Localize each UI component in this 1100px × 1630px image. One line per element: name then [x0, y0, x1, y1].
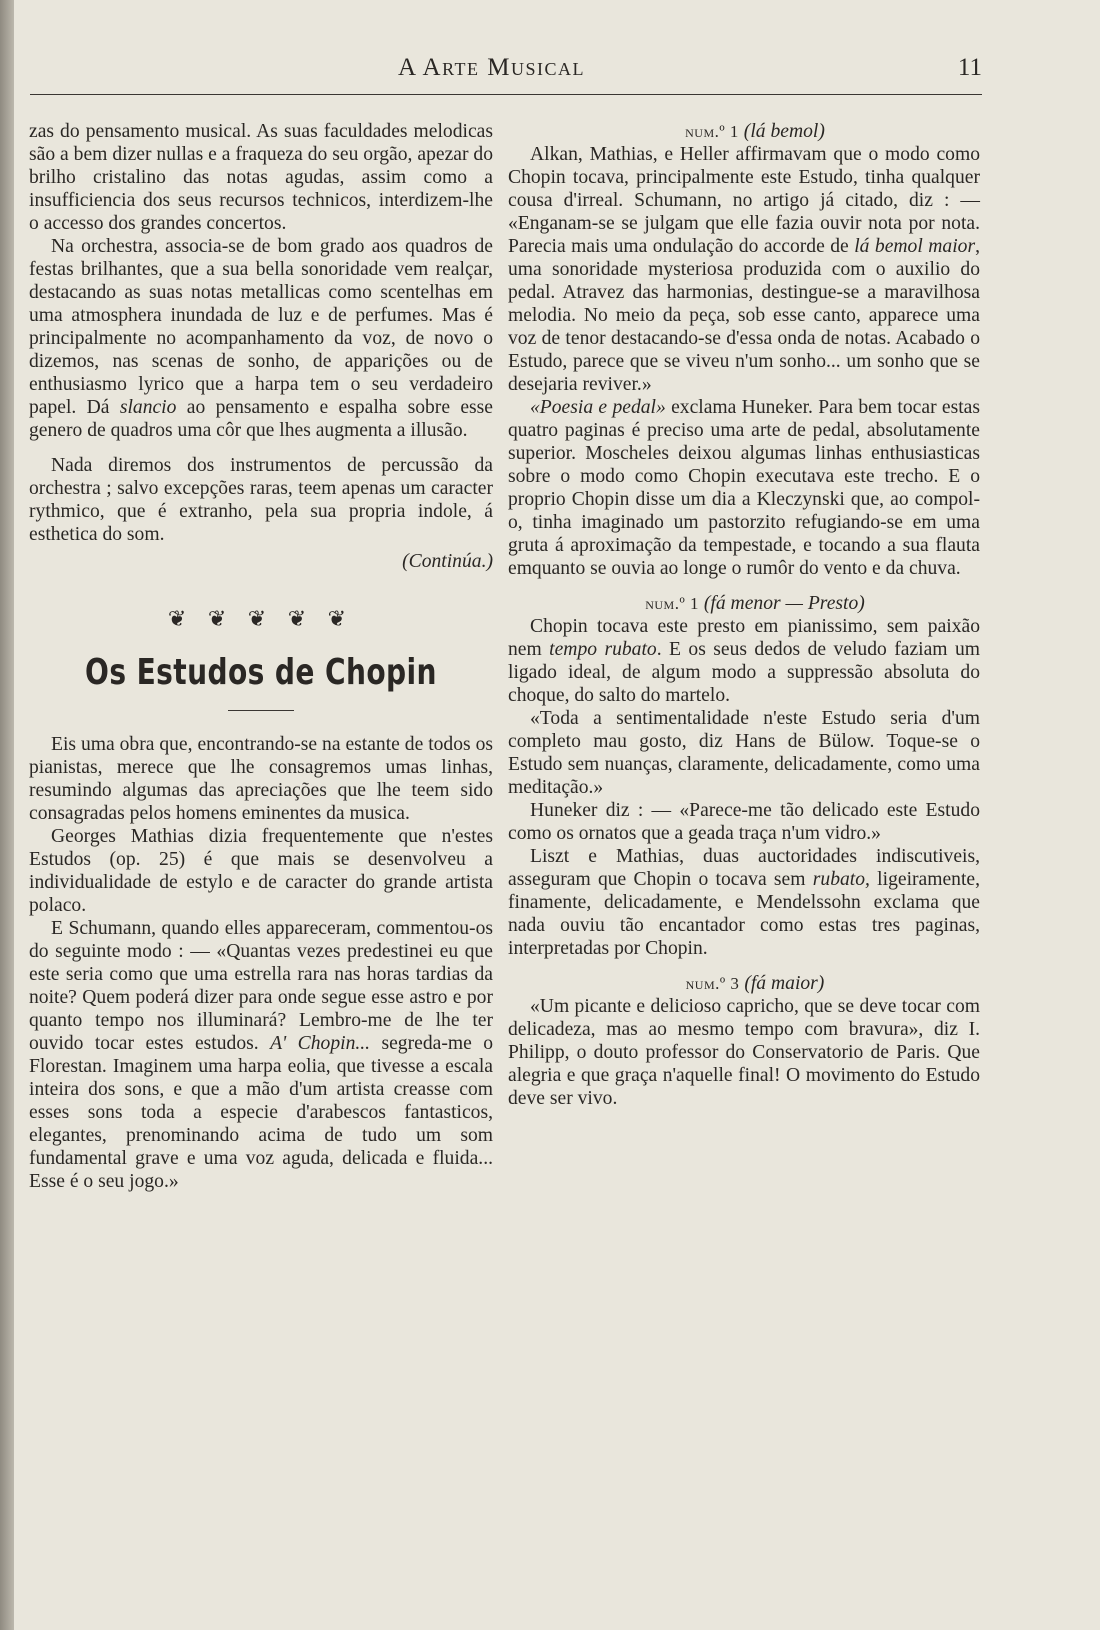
paragraph: Chopin tocava este presto em pianissimo, sem paixão nem tempo rubato. E os seus dedos de veludo faziam um ligado ideal, de algum modo a suppressão absoluta do choque, do salto do martelo. [508, 616, 980, 706]
study-heading: num.º 1 (lá bemol) [685, 121, 825, 142]
paragraph: Na orchestra, associa-se de bom grado aos quadros de festas brilhantes, que a sua bella sonoridade vem realçar, destacando as suas notas metallicas como scentelhas em uma atmosphera inundada de luz e de perfumes. Mas é principalmente no acompanhamento da voz, de novo o dizemos, nas scenas de sonho, de apparições ou de enthusiasmo lyrico que a harpa tem o seu verdadeiro papel. Dá slancio ao pensamento e espalha sobre esse genero de quadros uma côr que lhes augmenta a illusão. [29, 236, 493, 441]
article-title: Os Estudos de Chopin [85, 652, 437, 693]
paragraph: «Toda a sentimentalidade n'este Estudo seria d'um completo mau gosto, diz Hans de Bülow. Toque-se o Estudo sem nuanças, claramente, delicadamente, como uma meditação.» [508, 708, 980, 798]
section-ornament-row: ❦ ❦ ❦ ❦ ❦ [167, 606, 355, 631]
paragraph: «Um picante e delicioso capricho, que se deve tocar com delicadeza, mas ao mesmo tempo com bravura», diz I. Philipp, o douto professor do Conservatorio de Paris. Que alegria e que graça n'aquelle final! O movimento do Estudo deve ser vivo. [508, 996, 980, 1109]
paragraph: Liszt e Mathias, duas auctoridades indiscutiveis, asseguram que Chopin o tocava sem rubato, ligeiramente, finamente, delicadamente, e Mendelssohn exclama que nada ouviu tão encantador como estas tres paginas, interpretadas por Chopin. [508, 846, 981, 959]
study-heading: num.º 1 (fá menor — Presto) [645, 593, 865, 614]
title-rule [228, 710, 294, 711]
page-binding-shadow [0, 0, 14, 1630]
study-heading: num.º 3 (fá maior) [685, 973, 825, 994]
italic-term: «Poesia e pedal» [530, 397, 666, 418]
paragraph: «Poesia e pedal» exclama Huneker. Para bem tocar estas quatro paginas é preciso uma arte de pedal, absolutamente superior. Moscheles deixou algumas linhas enthusiasticas sobre o modo como Chopin executava este trecho. E o proprio Chopin disse um dia a Kleczynski que, ao compol-o, tinha imaginado um pastorzito refugiando-se em uma gruta á aproximação da tempestade, e tocando a sua flauta emquanto se ouvia ao longe o rumôr do vento e da chuva. [508, 397, 980, 579]
paragraph: zas do pensamento musical. As suas faculdades melodicas são a bem dizer nullas e a fraqueza do seu orgão, apezar do brilho cristalino das notas agudas, assim como a insufficiencia dos seus recursos technicos, interdizem-lhe o accesso dos grandes concertos. [29, 121, 493, 234]
paragraph: Nada diremos dos instrumentos de percussão da orchestra ; salvo excepções raras, teem apenas um caracter rythmico, que é extranho, pela sua propria indole, á esthetica do som. [29, 455, 493, 545]
paragraph: Alkan, Mathias, e Heller affirmavam que o modo como Chopin tocava, principalmente este Estudo, tinha qualquer cousa d'irreal. Schumann, no artigo já citado, diz : — «Enganam-se se julgam que elle fazia ouvir nota por nota. Parecia mais uma ondulação do accorde de lá bemol maior, uma sonoridade mysteriosa produzida com o auxilio do pedal. Atravez das harmonias, destingue-se a maravilhosa melodia. No meio da peça, sob esse canto, apparece uma voz de tenor destacando-se d'essa onda de notas. Acabado o Estudo, parece que se viveu n'um sonho... um sonho que se desejaria reviver.» [508, 144, 980, 395]
paragraph: E Schumann, quando elles appareceram, commentou-os do seguinte modo : — «Quantas vezes predestinei eu que este seria como que uma estrella rara nas horas tardias da noite? Quem poderá dizer para onde segue esse astro e por quanto tempo nos illuminará? Lembro-me de lhe ter ouvido tocar estes estudos. A' Chopin... segreda-me o Florestan. Imaginem uma harpa eolia, que tivesse a escala inteira dos sons, e que a mão d'um artista creasse com esses sons toda a especie d'arabescos fantasticos, elegantes, prenominando acima de tudo um som fundamental grave e uma voz aguda, delicada e fluida... Esse é o seu jogo.» [29, 918, 494, 1192]
running-title: A Arte Musical [398, 54, 585, 81]
italic-term: rubato, [812, 869, 870, 890]
italic-term: slancio [119, 397, 177, 418]
paragraph: Huneker diz : — «Parece-me tão delicado este Estudo como os ornatos que a geada traça n'um vidro.» [508, 800, 980, 844]
paragraph: Georges Mathias dizia frequentemente que n'estes Estudos (op. 25) é que mais se desenvolveu a individualidade de estylo e de caracter do grande artista polaco. [29, 826, 493, 916]
page-header [38, 54, 982, 88]
left-column [29, 120, 493, 1193]
italic-term: tempo rubato [549, 639, 657, 660]
italic-term: A' Chopin... [270, 1033, 371, 1054]
continua-note: (Continúa.) [402, 551, 493, 572]
header-rule [30, 94, 982, 95]
paragraph: Eis uma obra que, encontrando-se na estante de todos os pianistas, merece que lhe consagremos umas linhas, resumindo algumas das apreciações que lhe teem sido consagradas pelos homens eminentes da musica. [29, 734, 493, 824]
italic-term: lá bemol maior [854, 236, 976, 257]
page-number: 11 [957, 54, 982, 81]
right-column [508, 120, 980, 1110]
